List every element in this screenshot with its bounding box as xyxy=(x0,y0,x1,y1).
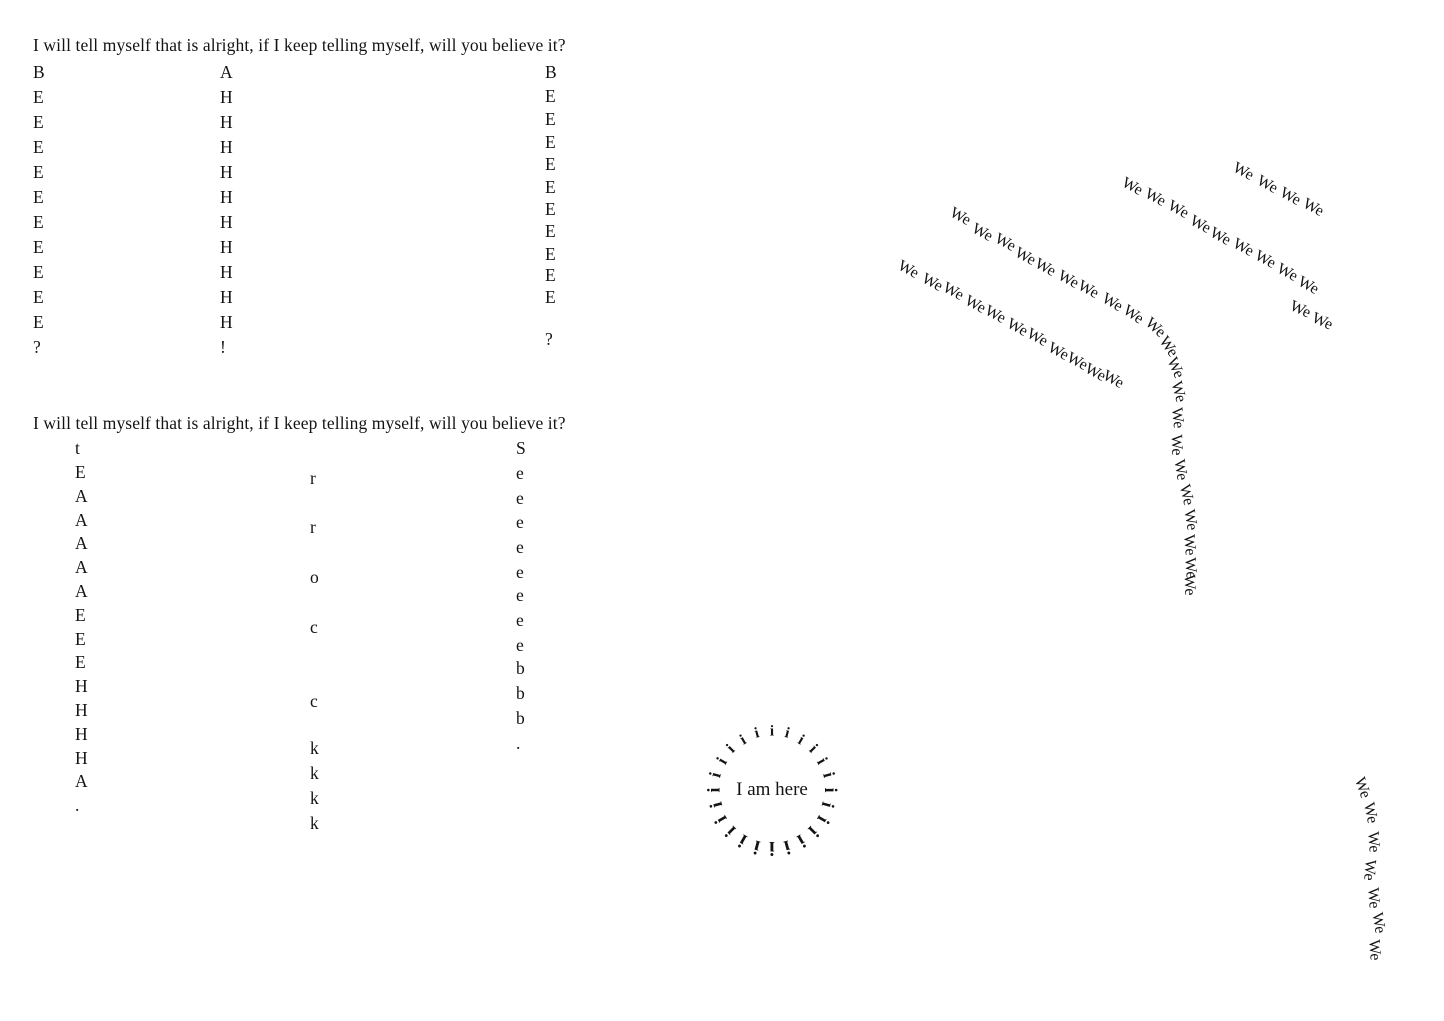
section1-column2-letter: H xyxy=(220,212,233,232)
we-chain-curving-glyph: We xyxy=(1175,482,1198,508)
we-chain-pair-glyph: We xyxy=(1287,297,1314,322)
section2-column3-letter: S xyxy=(516,438,526,458)
we-chain-top-right-glyph: We xyxy=(1230,159,1257,184)
we-chain-curving-glyph: We xyxy=(1167,379,1190,405)
we-chain-curving-glyph: We xyxy=(1075,277,1102,302)
section2-column1-letter: A xyxy=(75,557,88,577)
section1-column1-letter: E xyxy=(33,262,44,282)
circle-i-glyph: i xyxy=(734,830,751,852)
section1-column1-letter: E xyxy=(33,137,44,157)
we-chain-bottom-right-glyph: We xyxy=(1364,886,1383,909)
we-chain-curving-glyph: We xyxy=(1180,533,1199,557)
circle-i-glyph: i xyxy=(721,821,741,841)
we-chain-curving-glyph: We xyxy=(1180,508,1201,532)
section1-column3-letter: E xyxy=(545,132,556,152)
section2-column1-letter: t xyxy=(75,438,80,458)
we-chain-top-right-glyph: We xyxy=(1277,184,1304,209)
circle-i-glyph: i xyxy=(813,753,833,768)
section2-column1-letter: H xyxy=(75,724,88,744)
we-chain-pair-glyph: We xyxy=(1309,309,1336,334)
we-chain-curving-glyph: We xyxy=(969,220,996,245)
circle-i-glyph: i xyxy=(736,731,750,749)
circle-i-glyph: i xyxy=(820,787,841,793)
we-chain-bottom-right-glyph: We xyxy=(1360,859,1379,882)
section2-column3-letter: e xyxy=(516,635,524,655)
we-chain-curving-glyph: We xyxy=(1167,406,1188,430)
section2-column3-letter: e xyxy=(516,463,524,483)
section1-column1-letter: E xyxy=(33,187,44,207)
we-chain-curving-glyph: We xyxy=(1012,244,1039,269)
section2-column1-letter: A xyxy=(75,581,88,601)
circle-i-glyph: i xyxy=(812,811,834,827)
section2-column1-letter: E xyxy=(75,652,86,672)
section2-column3-letter: b xyxy=(516,708,525,728)
circle-i-glyph: i xyxy=(705,770,725,780)
circle-i-glyph: i xyxy=(769,837,775,859)
we-chain-lower-left-glyph: We xyxy=(962,292,989,317)
we-chain-lower-left-glyph: We xyxy=(919,270,946,295)
circle-i-glyph: i xyxy=(794,731,808,749)
section2-column2-letter: k xyxy=(310,788,319,808)
section2-column1-letter: A xyxy=(75,486,88,506)
we-chain-curving-glyph: We xyxy=(947,204,974,229)
section2-column3-letter: e xyxy=(516,488,524,508)
we-chain-lower-left-glyph: We xyxy=(940,279,967,304)
we-chain-lower-left-glyph: We xyxy=(1064,349,1091,374)
section1-column2-letter: H xyxy=(220,237,233,257)
circle-i-glyph: i xyxy=(752,725,761,742)
we-chain-lower-left-glyph: We xyxy=(1045,339,1072,364)
section1-column2-letter: H xyxy=(220,112,233,132)
we-chain-upper-middle-glyph: We xyxy=(1207,224,1234,249)
we-chain-curving-glyph: We xyxy=(1119,301,1147,328)
circle-i-glyph: i xyxy=(819,770,839,780)
section1-column2-letter: H xyxy=(220,162,233,182)
section2-column1-letter: H xyxy=(75,676,88,696)
section1-column3-letter: E xyxy=(545,177,556,197)
we-chain-top-right-glyph: We xyxy=(1300,195,1327,220)
we-chain-upper-middle-glyph: We xyxy=(1165,197,1192,222)
section1-column1-letter: E xyxy=(33,112,44,132)
section2-column1-letter: A xyxy=(75,533,88,553)
we-chain-upper-middle-glyph: We xyxy=(1142,185,1169,210)
we-chain-curving-glyph: We xyxy=(1055,267,1082,292)
we-chain-upper-middle-glyph: We xyxy=(1230,235,1257,260)
section2-column3-letter: e xyxy=(516,585,524,605)
section2-column3-letter: b xyxy=(516,683,525,703)
section2-column2-letter: r xyxy=(310,517,316,537)
section1-column3-letter: B xyxy=(545,62,557,82)
section2-column1-letter: . xyxy=(75,795,80,815)
circle-i-glyph: i xyxy=(817,799,839,811)
circle-i-glyph: i xyxy=(711,753,731,768)
we-chain-bottom-right-glyph: We xyxy=(1350,775,1375,801)
section1-column3-letter: E xyxy=(545,221,556,241)
we-chain-curving-glyph: We xyxy=(1098,289,1126,316)
we-chain-bottom-right-glyph: We xyxy=(1365,938,1384,961)
section1-column2-letter: H xyxy=(220,287,233,307)
section1-column3-letter: E xyxy=(545,199,556,219)
section2-column2-letter: c xyxy=(310,691,318,711)
section1-column2-letter: H xyxy=(220,262,233,282)
we-chain-upper-middle-glyph: We xyxy=(1252,247,1279,272)
section1-column3-letter: E xyxy=(545,109,556,129)
circle-i-glyph: i xyxy=(751,835,763,859)
section2-column1-letter: E xyxy=(75,462,86,482)
we-chain-upper-middle-glyph: We xyxy=(1295,273,1322,298)
section2-column3-letter: e xyxy=(516,610,524,630)
we-chain-bottom-right-glyph: We xyxy=(1364,830,1383,853)
circle-i-glyph: i xyxy=(781,835,793,859)
section1-column1-letter: E xyxy=(33,87,44,107)
we-chain-lower-left-glyph: We xyxy=(1004,315,1031,340)
section2-column3-letter: b xyxy=(516,658,525,678)
section1-column1-letter: E xyxy=(33,312,44,332)
we-chain-upper-middle-glyph: We xyxy=(1119,174,1146,199)
circle-i-glyph: i xyxy=(803,821,823,841)
we-chain-curving-glyph: We xyxy=(1170,458,1191,482)
section1-column2-letter: H xyxy=(220,312,233,332)
section2-column1-letter: H xyxy=(75,748,88,768)
we-chain-top-right-glyph: We xyxy=(1254,172,1281,197)
section1-column2-letter: H xyxy=(220,137,233,157)
we-chain-lower-left-glyph: We xyxy=(1024,325,1051,350)
we-chain-upper-middle-glyph: We xyxy=(1274,260,1301,285)
circle-center-label: I am here xyxy=(736,779,808,800)
we-chain-curving-glyph: We xyxy=(1180,574,1199,596)
circle-i-glyph: i xyxy=(710,811,732,827)
we-chain-lower-left-glyph: We xyxy=(1082,360,1109,385)
we-chain-curving-glyph: We xyxy=(992,230,1019,255)
we-chain-curving-glyph: We xyxy=(1032,255,1059,280)
we-chain-upper-middle-glyph: We xyxy=(1187,212,1214,237)
section2-column1-letter: A xyxy=(75,771,88,791)
section2-column1-letter: E xyxy=(75,629,86,649)
section1-column3-letter: E xyxy=(545,287,556,307)
circle-i-glyph: i xyxy=(783,725,792,742)
section2-column2-letter: k xyxy=(310,763,319,783)
section1-column2-letter: ! xyxy=(220,337,226,357)
section1-column1-letter: E xyxy=(33,287,44,307)
poem-heading-2: I will tell myself that is alright, if I keep telling myself, will you believe it? xyxy=(33,413,566,433)
section1-column3-letter: E xyxy=(545,154,556,174)
circle-i-glyph: i xyxy=(805,741,821,757)
we-chain-curving-glyph: We xyxy=(1181,556,1200,579)
section2-column3-letter: e xyxy=(516,512,524,532)
section1-column3-letter: E xyxy=(545,265,556,285)
circle-i-glyph: i xyxy=(703,787,724,793)
section2-column2-letter: c xyxy=(310,617,318,637)
we-chain-bottom-right-glyph: We xyxy=(1359,800,1381,825)
we-chain-curving-glyph: We xyxy=(1167,434,1186,456)
we-chain-lower-left-glyph: We xyxy=(895,257,922,282)
section1-column1-letter: E xyxy=(33,237,44,257)
we-chain-lower-left-glyph: We xyxy=(982,302,1009,327)
section1-column2-letter: H xyxy=(220,187,233,207)
we-chain-curving-glyph: We xyxy=(1141,314,1169,341)
we-chain-curving-glyph: We xyxy=(1163,354,1188,381)
section2-column2-letter: o xyxy=(310,567,319,587)
circle-i-glyph: i xyxy=(723,741,739,757)
section1-column3-letter: E xyxy=(545,86,556,106)
section1-column2-letter: H xyxy=(220,87,233,107)
we-chain-lower-left-glyph: We xyxy=(1100,367,1127,392)
section2-column1-letter: H xyxy=(75,700,88,720)
section2-column3-letter: . xyxy=(516,733,521,753)
we-chain-curving-glyph: We xyxy=(1155,333,1182,361)
section2-column2-letter: k xyxy=(310,738,319,758)
section1-column2-letter: A xyxy=(220,62,233,82)
section1-column1-letter: ? xyxy=(33,337,41,357)
circle-i-glyph: i xyxy=(705,799,727,811)
circle-i-glyph: i xyxy=(793,830,810,852)
section1-column3-letter: E xyxy=(545,244,556,264)
we-chain-bottom-right-glyph: We xyxy=(1368,911,1389,935)
section1-column3-letter: ? xyxy=(545,329,553,349)
section2-column1-letter: A xyxy=(75,510,88,530)
circle-i-glyph: i xyxy=(769,723,775,740)
poem-heading-1: I will tell myself that is alright, if I keep telling myself, will you believe it? xyxy=(33,35,566,55)
section1-column1-letter: E xyxy=(33,162,44,182)
section2-column3-letter: e xyxy=(516,537,524,557)
section2-column3-letter: e xyxy=(516,562,524,582)
section2-column2-letter: r xyxy=(310,468,316,488)
section2-column1-letter: E xyxy=(75,605,86,625)
section1-column1-letter: E xyxy=(33,212,44,232)
section1-column1-letter: B xyxy=(33,62,45,82)
section2-column2-letter: k xyxy=(310,813,319,833)
